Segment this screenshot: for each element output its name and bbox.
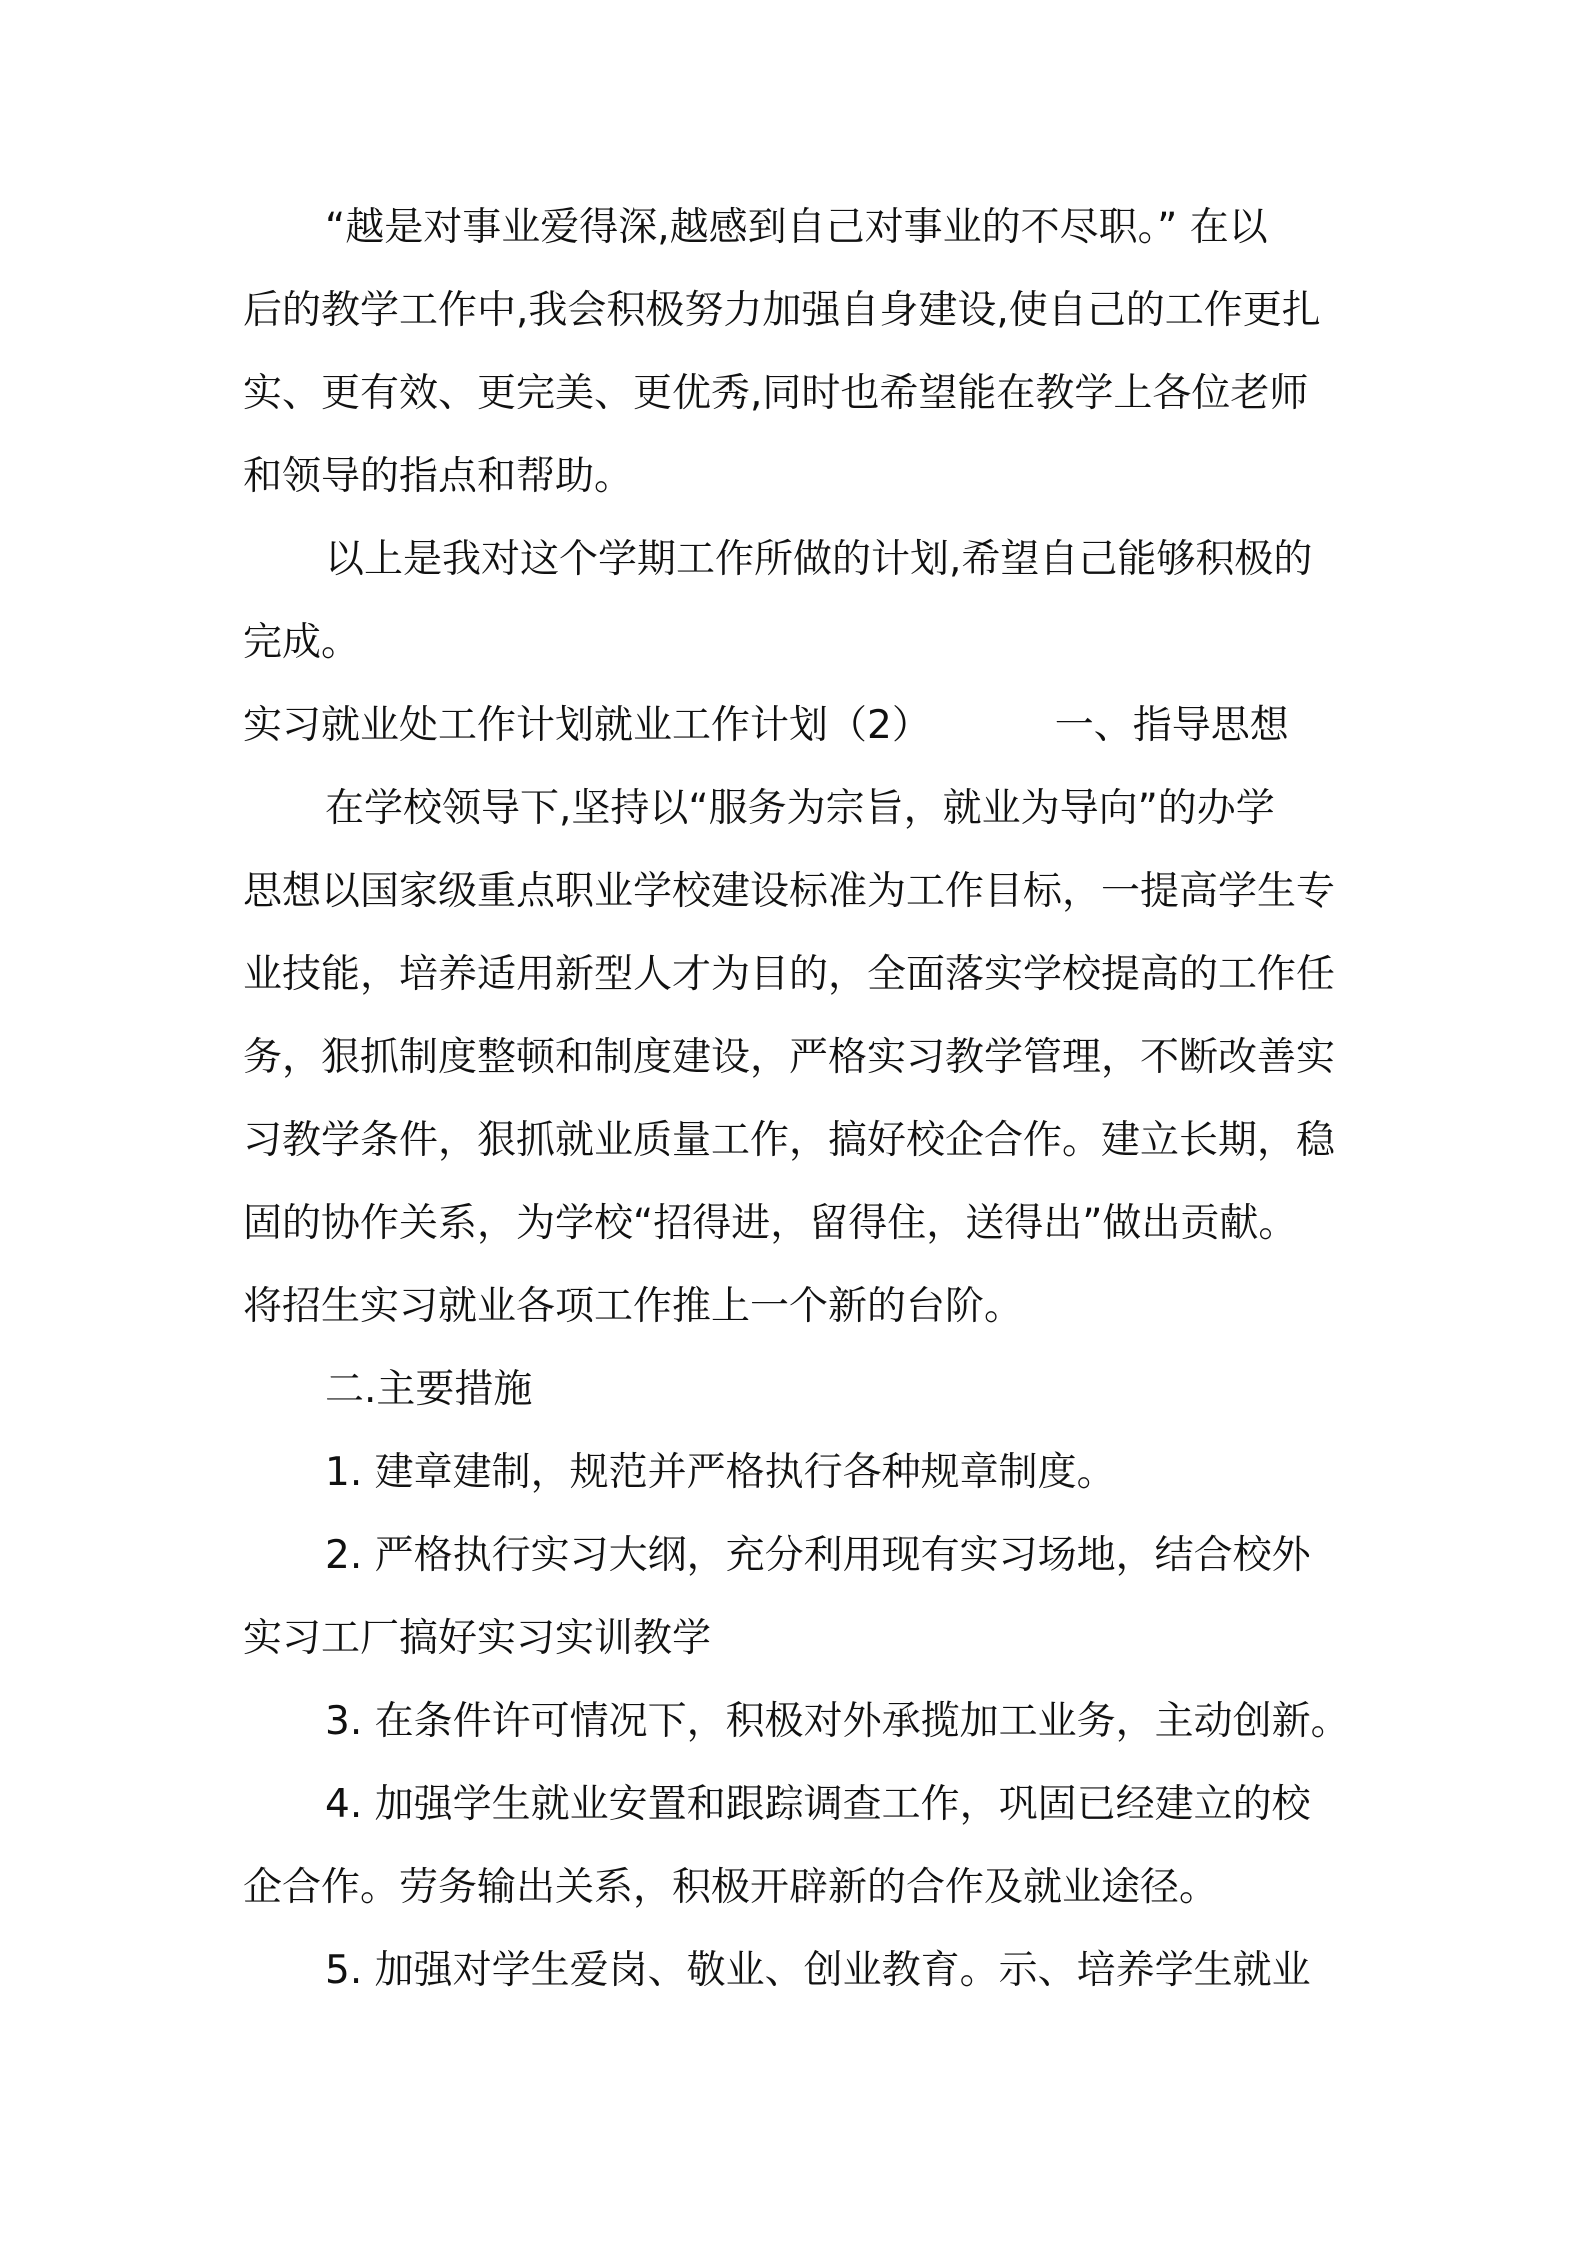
text-line: 在学校领导下,坚持以“服务为宗旨，就业为导向”的办学: [325, 786, 1275, 831]
list-item: 2. 严格执行实习大纲，充分利用现有实习场地，结合校外: [325, 1533, 1311, 1578]
text-line: 后的教学工作中,我会积极努力加强自身建设,使自己的工作更扎: [243, 288, 1321, 333]
text-line: 企合作。劳务输出关系，积极开辟新的合作及就业途径。: [243, 1865, 1219, 1910]
list-item: 5. 加强对学生爱岗、敬业、创业教育。示、培养学生就业: [325, 1948, 1311, 1993]
text-line: 完成。: [243, 620, 361, 665]
section-heading: 二.主要措施: [325, 1367, 533, 1412]
text-line: “越是对事业爱得深,越感到自己对事业的不尽职。” 在以: [325, 205, 1268, 250]
text-line: 和领导的指点和帮助。: [243, 454, 634, 499]
text-line: 实、更有效、更完美、更优秀,同时也希望能在教学上各位老师: [243, 371, 1309, 416]
list-item: 3. 在条件许可情况下，积极对外承揽加工业务，主动创新。: [325, 1699, 1350, 1744]
list-item: 1. 建章建制，规范并严格执行各种规章制度。: [325, 1450, 1116, 1495]
text-line: 习教学条件，狠抓就业质量工作，搞好校企合作。建立长期，稳: [243, 1118, 1336, 1163]
text-line: 业技能，培养适用新型人才为目的，全面落实学校提高的工作任: [243, 952, 1336, 997]
section-heading: 实习就业处工作计划就业工作计划（2） 一、指导思想: [243, 703, 1289, 748]
text-line: 务，狠抓制度整顿和制度建设，严格实习教学管理，不断改善实: [243, 1035, 1336, 1080]
list-item: 4. 加强学生就业安置和跟踪调查工作，巩固已经建立的校: [325, 1782, 1311, 1827]
text-line: 实习工厂搞好实习实训教学: [243, 1616, 712, 1661]
text-line: 思想以国家级重点职业学校建设标准为工作目标，一提高学生专: [243, 869, 1336, 914]
text-line: 以上是我对这个学期工作所做的计划,希望自己能够积极的: [325, 537, 1313, 582]
text-line: 将招生实习就业各项工作推上一个新的台阶。: [243, 1284, 1024, 1329]
text-line: 固的协作关系，为学校“招得进，留得住，送得出”做出贡献。: [243, 1201, 1298, 1246]
